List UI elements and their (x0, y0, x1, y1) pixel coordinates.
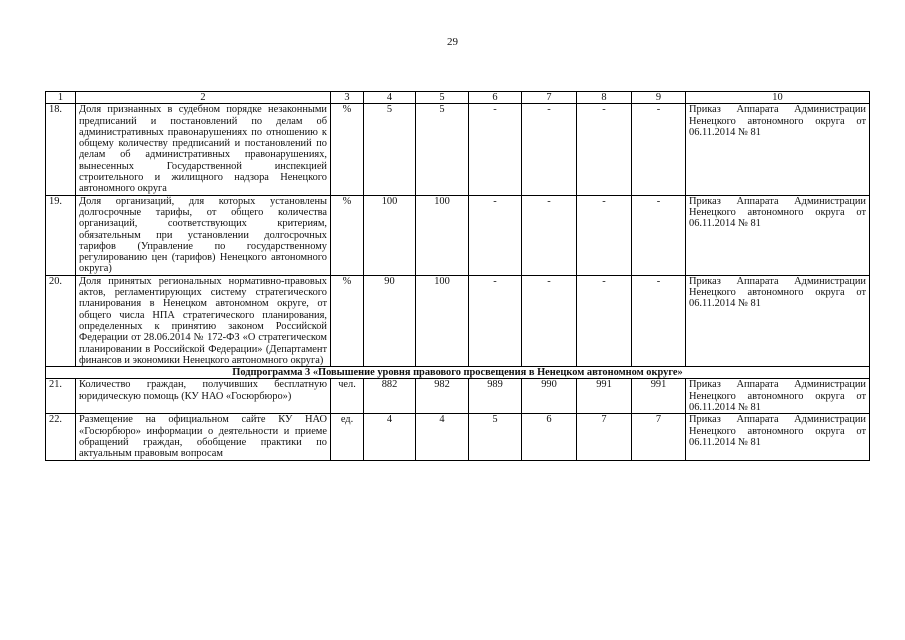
subprogram-row (46, 367, 870, 379)
source-document: Приказ Аппарата Администрации Ненецкого автономного округа от 06.11.2014 № 81 (686, 275, 870, 366)
column-header: 4 (364, 92, 416, 104)
row-number: 21. (46, 379, 76, 414)
row-number: 18. (46, 104, 76, 195)
unit-cell: % (331, 104, 364, 195)
table-row (46, 195, 870, 275)
column-header: 2 (76, 92, 331, 104)
value-cell: 90 (364, 275, 416, 366)
source-document: Приказ Аппарата Администрации Ненецкого автономного округа от 06.11.2014 № 81 (686, 379, 870, 414)
value-cell: - (522, 275, 577, 366)
value-cell: - (522, 104, 577, 195)
row-number: 20. (46, 275, 76, 366)
value-cell: 100 (416, 275, 469, 366)
value-cell: 991 (632, 379, 686, 414)
subprogram-title: Подпрограмма 3 «Повышение уровня правового просвещения в Ненецком автономном округе» (46, 367, 870, 379)
value-cell: 100 (364, 195, 416, 275)
value-cell: - (632, 275, 686, 366)
column-header: 9 (632, 92, 686, 104)
unit-cell: % (331, 275, 364, 366)
value-cell: - (469, 104, 522, 195)
value-cell: 6 (522, 414, 577, 460)
column-header: 7 (522, 92, 577, 104)
value-cell: 7 (577, 414, 632, 460)
page-number: 29 (447, 36, 458, 48)
table-row (46, 104, 870, 195)
column-header: 5 (416, 92, 469, 104)
column-header: 3 (331, 92, 364, 104)
unit-cell: ед. (331, 414, 364, 460)
source-document: Приказ Аппарата Администрации Ненецкого автономного округа от 06.11.2014 № 81 (686, 104, 870, 195)
value-cell: - (632, 104, 686, 195)
row-number: 22. (46, 414, 76, 460)
value-cell: - (577, 195, 632, 275)
unit-cell: % (331, 195, 364, 275)
value-cell: - (577, 104, 632, 195)
column-header: 6 (469, 92, 522, 104)
row-number: 19. (46, 195, 76, 275)
column-header: 10 (686, 92, 870, 104)
table-header-row (46, 92, 870, 104)
indicator-description: Доля принятых региональных нормативно-правовых актов, регламентирующих систему стратегического планирования в Ненецком автономном округе, от общего числа НПА стратегического планирования, определенных к принятию законом Российской Федерации от 28.06.2014 № 172-ФЗ «О стратегическом планировании в Российской Федерации» (Департамент финансов и экономики Ненецкого автономного округа) (76, 275, 331, 366)
value-cell: 100 (416, 195, 469, 275)
value-cell: 990 (522, 379, 577, 414)
value-cell: 982 (416, 379, 469, 414)
indicator-description: Доля организаций, для которых установлены долгосрочные тарифы, от общего количества организаций, соответствующих критериям, обязательным при установлении долгосрочных тарифов (Управление по государственному регулированию цен (тарифов) Ненецкого автономного округа) (76, 195, 331, 275)
table-row (46, 414, 870, 460)
unit-cell: чел. (331, 379, 364, 414)
value-cell: - (469, 195, 522, 275)
source-document: Приказ Аппарата Администрации Ненецкого автономного округа от 06.11.2014 № 81 (686, 414, 870, 460)
column-header: 8 (577, 92, 632, 104)
value-cell: 4 (416, 414, 469, 460)
value-cell: - (522, 195, 577, 275)
value-cell: - (632, 195, 686, 275)
value-cell: 4 (364, 414, 416, 460)
value-cell: 7 (632, 414, 686, 460)
source-document: Приказ Аппарата Администрации Ненецкого автономного округа от 06.11.2014 № 81 (686, 195, 870, 275)
indicator-description: Размещение на официальном сайте КУ НАО «Госюрбюро» информации о деятельности и приеме обращений граждан, обобщение практики по актуальным правовым вопросам (76, 414, 331, 460)
value-cell: 989 (469, 379, 522, 414)
value-cell: 5 (469, 414, 522, 460)
value-cell: 5 (364, 104, 416, 195)
value-cell: - (577, 275, 632, 366)
value-cell: - (469, 275, 522, 366)
value-cell: 991 (577, 379, 632, 414)
indicator-description: Доля признанных в судебном порядке незаконными предписаний и постановлений по делам об административных правонарушениях по отношению к общему количеству предписаний и постановлений по делам об административных правонарушениях, вынесенных Государственной инспекцией строительного и жилищного надзора Ненецкого автономного округа (76, 104, 331, 195)
indicators-table (45, 91, 870, 461)
column-header: 1 (46, 92, 76, 104)
value-cell: 5 (416, 104, 469, 195)
table-row (46, 275, 870, 366)
indicator-description: Количество граждан, получивших бесплатную юридическую помощь (КУ НАО «Госюрбюро») (76, 379, 331, 414)
table-row (46, 379, 870, 414)
value-cell: 882 (364, 379, 416, 414)
